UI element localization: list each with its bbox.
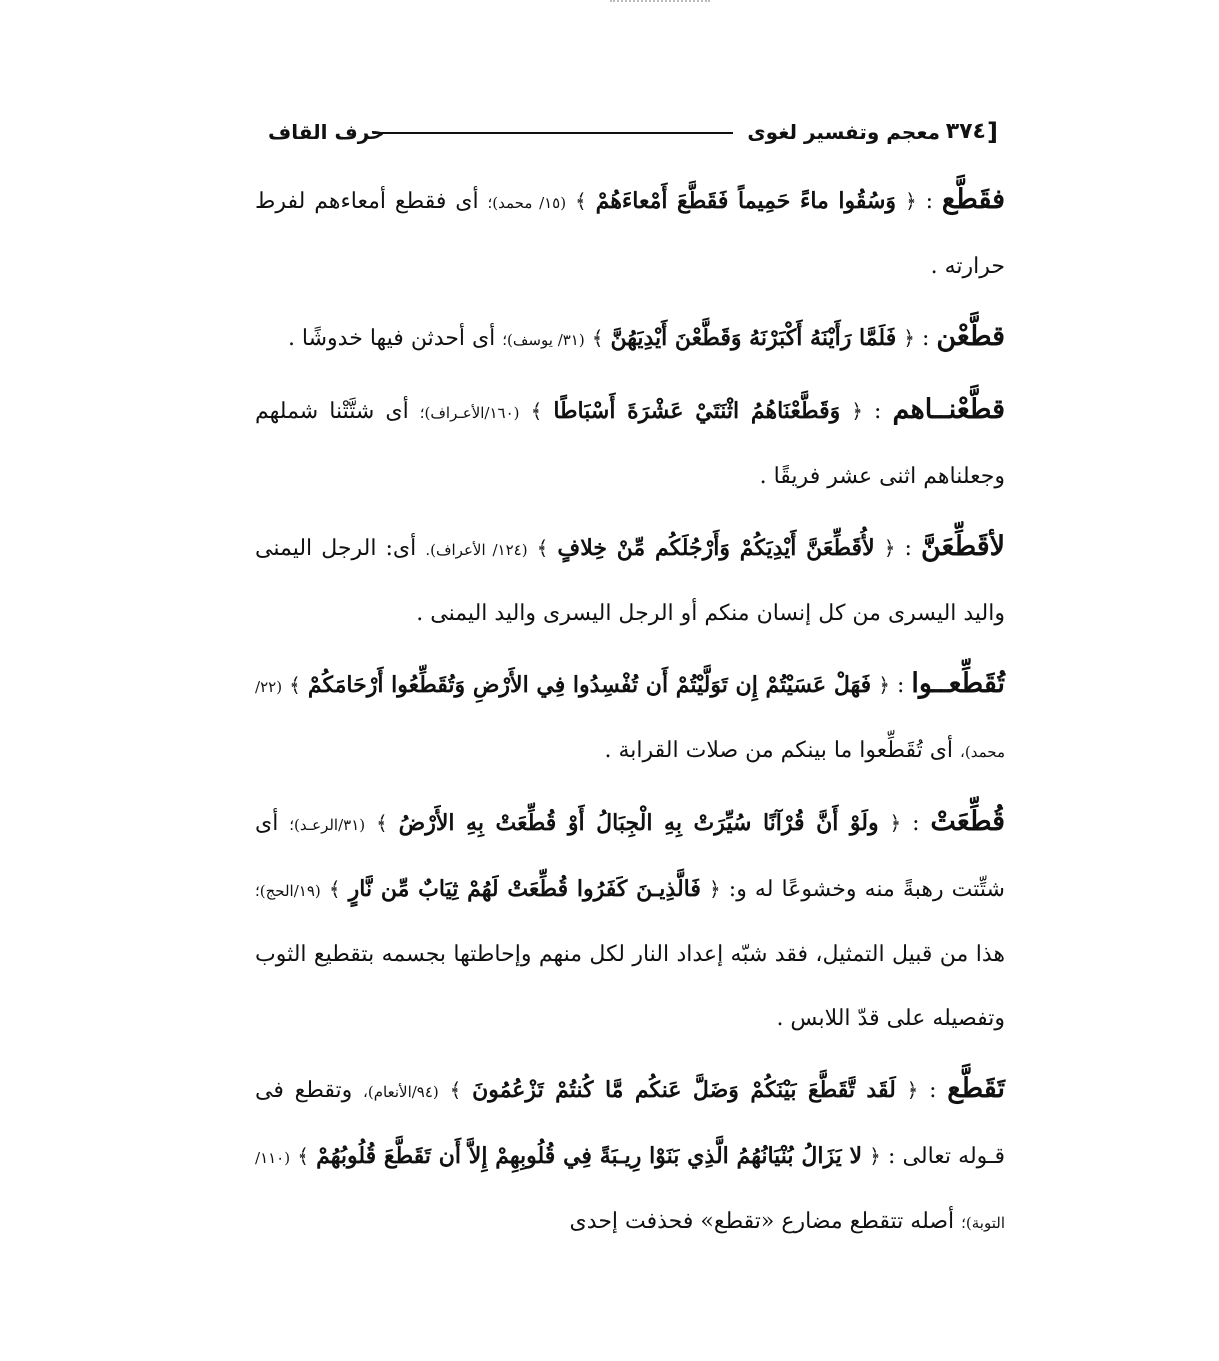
quran-verse: ولَوْ أَنَّ قُرْآنًا سُيِّرَتْ بِهِ الْجِبَالُ أَوْ قُطِّعَتْ بِهِ الأَرْضُ bbox=[398, 810, 879, 836]
entry-explanation: أى شتِّتت رهبةً منه وخشوعًا له و: bbox=[255, 811, 1005, 902]
quran-open-ornament: ﴿ bbox=[708, 877, 721, 901]
dictionary-entry bbox=[255, 1057, 1005, 1255]
entry-term: قُطِّعَتْ bbox=[930, 806, 1006, 837]
quran-verse: لأُقَطِّعَنَّ أَيْدِيَكُمْ وَأَرْجُلَكُم مِّنْ خِلافٍ bbox=[557, 535, 875, 561]
entry-explanation: أى: الرجل اليمنى واليد اليسرى من كل إنسان منكم أو الرجل اليسرى واليد اليمنى . bbox=[255, 536, 1005, 626]
entry-explanation: أى فقطع أمعاءهم لفرط حرارته . bbox=[255, 189, 1005, 279]
quran-close-ornament: ﴾ bbox=[575, 189, 587, 213]
quran-close-ornament: ﴾ bbox=[297, 1144, 309, 1168]
book-title: معجم وتفسير لغوى bbox=[747, 120, 940, 144]
verse-reference: (٩٤/الأنعام)، bbox=[363, 1083, 439, 1101]
entry-term: قطَّعْنــاهم bbox=[892, 394, 1005, 425]
quran-close-ornament: ﴾ bbox=[536, 536, 549, 560]
quran-close-ornament: ﴾ bbox=[376, 811, 388, 835]
entry-term: فقَطَّع bbox=[941, 184, 1006, 215]
verse-reference: (١٩/الحج)؛ bbox=[255, 882, 321, 900]
quran-verse: لَقَد تَّقَطَّعَ بَيْنَكُمْ وَضَلَّ عَنكُم مَّا كُنتُمْ تَزْعُمُونَ bbox=[472, 1077, 896, 1103]
quran-close-ornament: ﴾ bbox=[530, 399, 543, 423]
entry-explanation: أصله تتقطع مضارع «تقطع» فحذفت إحدى bbox=[569, 1209, 955, 1234]
verse-reference: (١١٠/التوبة)؛ bbox=[255, 1149, 1005, 1232]
entry-separator: : bbox=[914, 326, 937, 351]
header-rule bbox=[373, 132, 733, 134]
quran-open-ornament: ﴿ bbox=[904, 189, 917, 213]
header-bracket: [ bbox=[987, 118, 998, 146]
quran-verse: وَقَطَّعْنَاهُمُ اثْنَتَيْ عَشْرَةَ أَسْبَاطًا bbox=[553, 398, 841, 424]
quran-open-ornament: ﴿ bbox=[851, 399, 863, 423]
quran-close-ornament: ﴾ bbox=[289, 673, 301, 697]
entry-explanation: وتقطع فى قـوله تعالى : bbox=[255, 1078, 1005, 1169]
entry-separator: : bbox=[895, 536, 921, 561]
quran-verse: وَسُقُوا ماءً حَمِيماً فَقَطَّعَ أَمْعاءَهُمْ bbox=[595, 188, 897, 214]
page-number: ٣٧٤ bbox=[945, 119, 986, 144]
quran-open-ornament: ﴿ bbox=[878, 673, 890, 697]
quran-verse: فَالَّذِيـنَ كَفَرُوا قُطِّعَتْ لَهُمْ ثِيَابٌ مِّن نَّارٍ bbox=[348, 876, 701, 902]
quran-open-ornament: ﴿ bbox=[883, 536, 896, 560]
quran-open-ornament: ﴿ bbox=[903, 326, 915, 350]
section-title: حرف القاف bbox=[268, 120, 385, 144]
entry-term: لأقَطِّعَنَّ bbox=[920, 531, 1006, 562]
quran-verse: فَلَمَّا رَأَيْنَهُ أَكْبَرْنَهُ وَقَطَّعْنَ أَيْدِيَهُنَّ bbox=[610, 325, 897, 351]
entry-term: تُقَطِّعــوا bbox=[911, 668, 1005, 699]
dictionary-entry bbox=[255, 378, 1005, 509]
verse-reference: (١٥/ محمد)؛ bbox=[487, 194, 567, 212]
quran-verse: لا يَزَالُ بُنْيَانُهُمُ الَّذِي بَنَوْا رِيـبَةً فِي قُلُوبِهِمْ إِلاَّ أَن تَقَطَّعَ قُلُوبُهُمْ bbox=[316, 1143, 863, 1169]
entry-explanation: أى أحدثن فيها خدوشًا . bbox=[287, 326, 496, 351]
quran-verse: فَهَلْ عَسَيْتُمْ إِن تَوَلَّيْتُمْ أَن تُفْسِدُوا فِي الأَرْضِ وَتُقَطِّعُوا أَرْحَامَكُمْ bbox=[307, 672, 872, 698]
quran-close-ornament: ﴾ bbox=[449, 1078, 462, 1102]
dictionary-entry bbox=[255, 652, 1005, 784]
quran-open-ornament: ﴿ bbox=[869, 1144, 881, 1168]
verse-reference: (١٦٠/الأعـراف)؛ bbox=[419, 404, 520, 422]
verse-reference: (١٢٤/ الأعراف). bbox=[425, 541, 528, 559]
entry-separator: : bbox=[901, 811, 931, 836]
dictionary-entry bbox=[255, 515, 1005, 646]
entry-separator: : bbox=[889, 673, 912, 698]
entry-separator: : bbox=[862, 399, 893, 424]
verse-reference: (٢٢/محمد)، bbox=[255, 678, 1005, 761]
dictionary-entry bbox=[255, 790, 1005, 1051]
entry-term: تَقَطَّع bbox=[947, 1073, 1005, 1104]
verse-reference: (٣١/الرعـد)؛ bbox=[289, 816, 366, 834]
entry-term: قطَّعْن bbox=[936, 321, 1005, 352]
running-header bbox=[268, 112, 998, 152]
dictionary-entry bbox=[255, 168, 1005, 299]
entry-explanation: أى تُقَطِّعوا ما بينكم من صلات القرابة . bbox=[604, 738, 954, 763]
entry-explanation: هذا من قبيل التمثيل، فقد شبّه إعداد النار لكل منهم وإحاطتها بجسمه بتقطيع الثوب وتفصيله على قدّ اللابس . bbox=[255, 942, 1005, 1031]
quran-open-ornament: ﴿ bbox=[906, 1078, 919, 1102]
entry-separator: : bbox=[918, 1078, 948, 1103]
entries-body bbox=[255, 168, 1005, 1261]
dictionary-entry bbox=[255, 305, 1005, 372]
entry-explanation: أى شتَّتْنا شملهم وجعلناهم اثنى عشر فريقًا . bbox=[255, 399, 1005, 489]
top-edge-mark bbox=[610, 0, 710, 8]
verse-reference: (٣١/ يوسف)؛ bbox=[502, 331, 585, 349]
quran-close-ornament: ﴾ bbox=[591, 326, 604, 350]
quran-close-ornament: ﴾ bbox=[328, 877, 341, 901]
entry-separator: : bbox=[916, 189, 942, 214]
quran-open-ornament: ﴿ bbox=[889, 811, 902, 835]
